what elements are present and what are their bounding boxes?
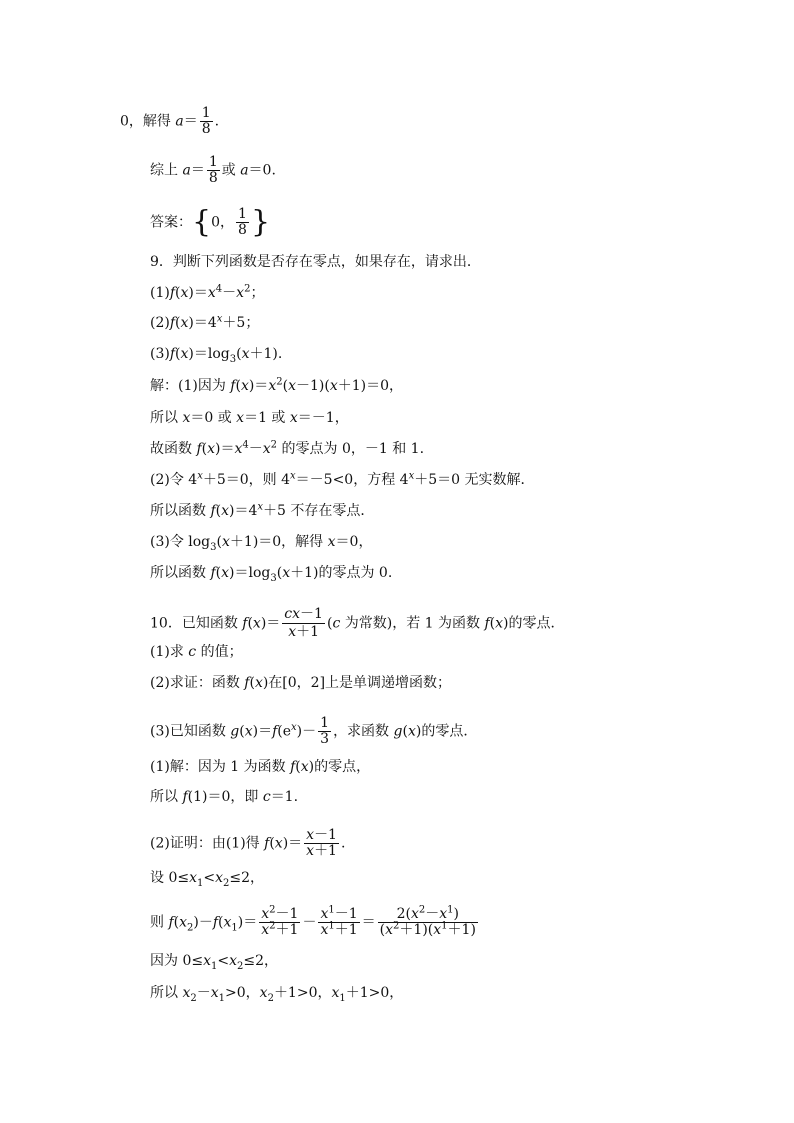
func-g: g [393,723,403,740]
text: ( [239,723,245,740]
term: －1 [334,906,358,922]
func-f: f [210,503,216,519]
text: 0， [211,214,235,231]
text: ＝ [183,113,198,130]
fraction-fx1 [318,904,359,938]
numerator: 1 [201,105,211,121]
text: 所以 [150,789,183,805]
text: ＝ [361,914,376,931]
var-x: x [179,914,188,931]
subscript: 1 [211,960,218,972]
denominator [282,624,325,641]
var-x: x [327,534,336,550]
var-x: x [254,675,263,691]
text: ＋1>0， [345,985,404,1001]
text: ＋1)＝0， [337,378,403,394]
q9-solution-7 [150,564,392,582]
text: (2)求证：函数 [150,675,245,691]
func-f: f [212,914,219,931]
text: 0，解得 [120,113,176,130]
term: x [385,922,394,938]
var-x: x [495,615,504,632]
text: 10．已知函数 [150,615,243,632]
q10-solution-5 [150,904,480,938]
text: ( [236,346,242,362]
text: ( [173,914,180,931]
denominator [304,844,339,859]
text: ( [201,441,208,457]
var-x: x [180,346,189,362]
exponent: x [257,501,264,513]
text: ＝－5<0，方程 4 [295,472,409,488]
text: )＝log [229,565,271,581]
text: ( [175,285,181,301]
exponent: x [216,313,223,325]
text: 因为 0≤ [150,953,204,969]
func-f: f [230,378,236,394]
term: x [320,922,329,938]
var-x: x [268,378,277,394]
var-x: x [331,985,340,1001]
term: ( [379,922,386,938]
text: ＝－1， [297,410,349,426]
text: )在[0，2]上是单调递增函数； [262,675,452,691]
func-f: f [169,315,176,331]
term: ) [453,906,459,922]
term: 2( [396,906,411,922]
q9-part-3 [150,345,282,363]
denominator [378,920,478,938]
text: ( [276,565,283,581]
subscript: 1 [231,922,238,934]
var-x: x [215,870,224,886]
text: ＝0， [335,534,373,550]
text: 则 [150,914,169,931]
func-f: f [169,285,176,301]
text: 的值； [196,644,243,660]
text: ＋1)＝0，解得 [229,534,328,550]
text: ( [247,615,253,632]
text: >0， [225,985,260,1001]
solution-line-summary [150,155,276,186]
var-x: x [262,441,271,457]
term: － [425,906,440,922]
text: ( [175,346,181,362]
question-9 [150,253,481,271]
term: －1 [314,827,337,843]
exponent: 1 [328,904,335,916]
subscript: 2 [187,922,194,934]
fraction-fx-definition [282,606,325,641]
exponent: 2 [269,904,276,916]
var-x: x [300,759,309,775]
exponent: 1 [328,920,335,932]
var-x: x [329,378,338,394]
text: (e [277,723,292,740]
var-x: x [189,870,197,886]
term: x [261,906,270,922]
q10-solution-4 [150,869,264,887]
text: ( [215,565,222,581]
right-brace: } [250,204,271,240]
exponent: 2 [393,920,400,932]
var-x: x [234,441,243,457]
var-x: x [252,615,261,632]
text: (1)解：因为 1 为函数 [150,759,291,775]
term: ＋1) [447,922,476,938]
text: 所以函数 [150,503,211,519]
numerator [282,606,325,624]
var-c: c [262,789,271,805]
term: ＋1 [275,922,299,938]
var-x: x [182,985,191,1001]
fraction-difference [378,904,478,938]
q9-solution-6 [150,533,372,551]
term: x [306,827,315,843]
text: )＝4 [229,503,258,519]
term: x [439,906,448,922]
exponent: 4 [215,283,223,295]
numerator: 1 [238,206,247,222]
term: x [433,922,442,938]
text: － [222,285,237,301]
exponent: 2 [418,904,426,916]
denominator: 3 [320,731,330,747]
log-base: 3 [229,353,237,365]
text: 或 [221,162,241,179]
var-a: a [175,113,184,130]
text: (3)已知函数 [150,723,231,740]
var-x: x [236,410,245,426]
text: ＋5 不存在零点． [263,503,375,519]
exponent: 4 [242,439,249,451]
var-x: x [240,378,249,394]
subscript: 2 [223,877,230,889]
var-a: a [182,162,191,179]
func-f: f [244,675,250,691]
fraction-fx2 [259,904,300,938]
var-x: x [274,835,283,852]
fraction-one-eighth [200,106,213,137]
text: )－ [193,914,213,931]
exponent: 2 [269,920,276,932]
text: . [340,835,346,852]
text: ≤2， [243,953,279,969]
text: (1) [150,285,170,301]
text: < [203,870,216,886]
fraction-one-eighth [236,207,249,238]
answer-label: 答案： [150,214,192,231]
var-x: x [182,410,191,426]
var-x: x [207,285,216,301]
q10-solution-6 [150,952,278,970]
text: ＋1>0， [273,985,332,1001]
term: －1 [275,906,299,922]
var-x: x [289,410,298,426]
numerator [304,828,339,844]
text: )＝ [215,441,235,457]
var-c: c [188,644,197,660]
text: 故函数 [150,441,197,457]
func-f: f [210,565,216,581]
text: (2)令 4 [150,472,198,488]
text: ＝ [190,162,205,179]
answer-line [150,204,271,240]
text: － [248,441,263,457]
text: )＝4 [188,315,217,331]
text: ＋5＝0，则 4 [202,472,291,488]
text: － [196,985,211,1001]
text: ( [218,914,224,931]
fraction-one-third [318,716,331,747]
text: )＝ [252,723,273,740]
subscript: 1 [218,992,226,1004]
text: ＋1). [249,346,283,362]
q10-part-1 [150,643,243,661]
exponent: x [197,470,203,482]
var-x: x [259,985,268,1001]
term: －1 [300,606,323,622]
term: cx [284,606,301,622]
func-f: f [242,615,248,632]
var-x: x [229,953,238,969]
term: x [410,906,419,922]
left-brace: { [192,204,212,240]
text: )＝ [248,378,269,394]
text: ( [216,534,222,550]
text: ( [402,723,408,740]
text: ＋5＝0 无实数解． [414,472,535,488]
text: － [302,914,317,931]
exponent: x [291,721,297,733]
text: ≤2， [229,870,265,886]
text: ( [249,675,255,691]
var-x: x [288,378,296,394]
q9-solution-3 [150,440,424,458]
text: ( [282,378,289,394]
text: 所以函数 [150,565,211,581]
text: ＝1. [270,789,299,805]
var-x: x [236,285,245,301]
q9-solution-1 [150,377,403,395]
var-x: x [244,723,253,740]
var-a: a [240,162,249,179]
func-f: f [168,914,174,931]
text: 综上 [150,162,183,179]
fraction-fx-simplified [304,828,339,859]
text: )＝ [260,615,281,632]
q9-part-1 [150,284,264,302]
text: )＝ [188,285,208,301]
exponent: x [408,470,415,482]
text: (3) [150,346,170,362]
text: 解：(1)因为 [150,378,231,394]
text: )＝ [282,835,303,852]
text: (2)证明：由(1)得 [150,835,265,852]
subscript: 2 [237,960,244,972]
numerator [259,904,300,923]
text: (2) [150,315,170,331]
term: ＋1)( [399,922,434,938]
q10-part-2 [150,674,451,692]
text: )＝ [237,914,258,931]
term: x [261,922,270,938]
exponent: 1 [441,920,448,932]
q9-solution-4 [150,471,534,489]
denominator: 8 [201,121,211,137]
term: ＋1 [296,624,320,640]
numerator: 1 [320,715,330,731]
log-base: 3 [210,541,217,553]
text: )的零点， [308,759,371,775]
func-f: f [484,615,490,632]
var-x: x [407,723,416,740]
text: )－ [296,723,317,740]
func-f: f [290,759,296,775]
text: . [214,113,220,130]
subscript: 2 [190,992,197,1004]
text: 所以 [150,985,183,1001]
text: 的零点为 0，－1 和 1. [277,441,425,457]
q10-part-3 [150,716,477,747]
text: ( [269,835,275,852]
numerator [318,904,359,923]
solution-line-solve-a [120,106,219,137]
q9-part-2 [150,314,259,332]
var-x: x [223,914,232,931]
term: x [306,843,315,859]
text: )的零点． [415,723,478,740]
func-g: g [230,723,240,740]
q10-solution-3 [150,828,345,859]
subscript: 2 [267,992,274,1004]
var-c: c [332,615,341,632]
question-10 [150,606,564,641]
subscript: 1 [339,992,346,1004]
text: ＝1 或 [244,410,290,426]
exponent: x [290,470,296,482]
var-x: x [282,565,291,581]
var-x: x [210,985,219,1001]
exponent: 1 [447,904,454,916]
func-f: f [196,441,202,457]
text: ，求函数 [333,723,394,740]
var-x: x [221,503,230,519]
text: 设 0≤ [150,870,190,886]
text: 为常数)，若 1 为函数 [340,615,485,632]
text: 所以 [150,410,183,426]
log-base: 3 [270,572,277,584]
exponent: 2 [244,283,251,295]
var-x: x [221,565,230,581]
text: ＝0. [248,162,276,179]
func-f: f [169,346,176,362]
term: x [320,906,329,922]
text: ； [250,285,265,301]
term: x [288,624,297,640]
var-x: x [222,534,230,550]
text: －1)( [295,378,330,394]
text: )的零点． [503,615,565,632]
text: ( [235,378,241,394]
text: (1)求 [150,644,189,660]
denominator: 8 [208,170,218,186]
text: (3)令 log [150,534,211,550]
func-f: f [272,723,278,740]
text: ＋1)的零点为 0. [290,565,393,581]
denominator [259,920,300,938]
var-x: x [180,315,189,331]
exponent: 2 [270,439,278,451]
text: ( [489,615,496,632]
text: ( [175,315,181,331]
text: ( [215,503,222,519]
subscript: 1 [197,877,204,889]
term: ＋1 [314,843,337,859]
q9-solution-2 [150,409,349,427]
text: ( [326,615,333,632]
text: 9．判断下列函数是否存在零点，如果存在，请求出． [150,254,481,270]
q9-solution-5 [150,502,374,520]
denominator: 8 [238,222,247,238]
text: ＋5； [222,315,260,331]
numerator: 1 [208,154,218,170]
var-x: x [207,441,216,457]
q10-solution-2 [150,788,298,806]
fraction-one-eighth [207,155,220,186]
func-f: f [182,789,188,805]
q10-solution-1 [150,758,370,776]
var-x: x [203,953,211,969]
text: ＝0 或 [190,410,237,426]
text: ( [295,759,301,775]
denominator [318,920,359,938]
exponent: 2 [276,376,283,388]
q10-solution-7 [150,984,403,1002]
func-f: f [264,835,270,852]
var-x: x [180,285,189,301]
text: < [217,953,230,969]
text: (1)＝0，即 [187,789,263,805]
term: ＋1 [334,922,358,938]
var-x: x [241,346,250,362]
text: )＝log [188,346,230,362]
